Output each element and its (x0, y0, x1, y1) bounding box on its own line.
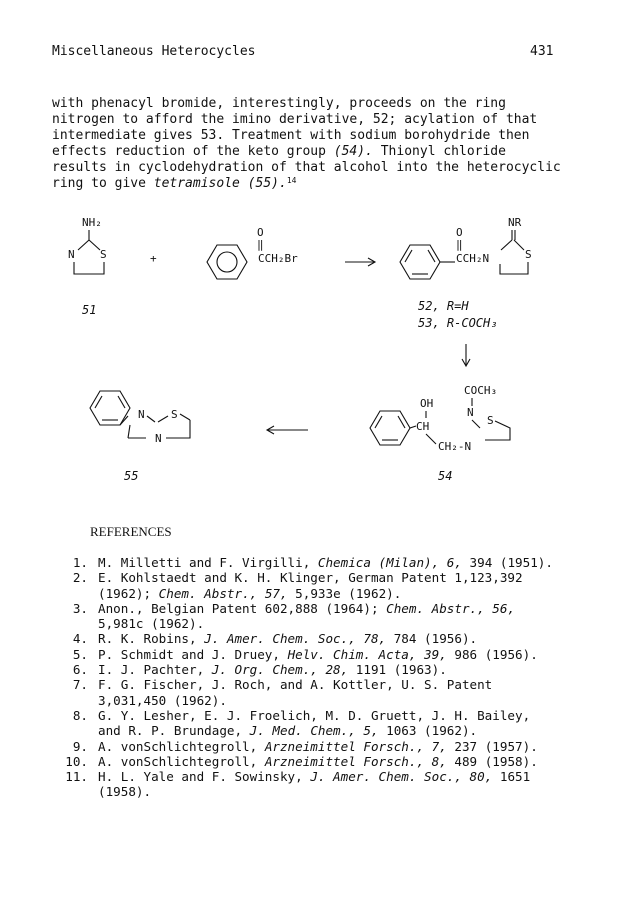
text-run: Anon., Belgian Patent 602,888 (1964); (98, 600, 387, 616)
reference-text (98, 708, 530, 723)
s-label: S (525, 248, 532, 261)
bond (89, 240, 100, 250)
reference-text (98, 570, 523, 585)
text-run: I. J. Pachter, (98, 662, 212, 678)
journal-citation: Arzneimittel Forsch., 8, (264, 753, 447, 769)
text-run: H. L. Yale and F. Sowinsky, (98, 769, 311, 785)
text-run: 986 (1956). (446, 646, 538, 662)
nr-label: NR (508, 216, 522, 229)
journal-citation: J. Amer. Chem. Soc., 80, (310, 769, 493, 785)
bond (147, 416, 155, 422)
reference-continuation (48, 693, 553, 708)
reference-item (48, 769, 553, 784)
n-label: N (467, 406, 474, 419)
reference-number: 11. (65, 769, 88, 785)
reference-item (48, 677, 553, 692)
italic-run: (54). (333, 144, 373, 159)
reference-item (48, 631, 553, 646)
bond (472, 420, 480, 428)
paragraph-line: results in cyclodehydration of that alcohol into the heterocyclic (52, 160, 561, 175)
reference-number: 1. (72, 555, 88, 570)
text-run: (1962); (98, 585, 159, 601)
reference-number: 9. (72, 738, 88, 754)
phenacyl-bromide (207, 226, 298, 279)
n-label: N (138, 408, 145, 421)
compound-51 (68, 216, 107, 317)
compound-label-53: 53, R-COCH₃ (418, 316, 498, 330)
journal-citation: J. Org. Chem., 28, (211, 662, 349, 678)
reference-item (48, 739, 553, 754)
s-label: S (487, 414, 494, 427)
n-label: N (155, 432, 162, 445)
reference-number (48, 616, 98, 631)
reference-text (98, 739, 538, 754)
running-header: Miscellaneous Heterocycles (52, 44, 256, 59)
reference-number (48, 586, 98, 601)
benzene-ring (207, 245, 247, 279)
text-run: 394 (1951). (461, 555, 553, 570)
text-run: Thionyl chloride (372, 144, 506, 159)
text-run: (1958). (98, 784, 152, 800)
reference-number: 2. (72, 570, 88, 586)
reference-number: 8. (72, 707, 88, 723)
reference-item (48, 662, 553, 677)
citation-superscript: 14 (286, 176, 297, 185)
o-label: O (257, 226, 264, 239)
reference-text (98, 616, 204, 631)
bond (78, 240, 89, 250)
reference-item (48, 570, 553, 585)
reference-text (98, 662, 447, 677)
plus-sign: + (150, 252, 157, 265)
aromatic-circle (217, 252, 237, 272)
reference-number: 4. (72, 631, 88, 647)
text-run: M. Milletti and F. Virgilli, (98, 555, 318, 570)
bond (128, 425, 130, 438)
product-52 (400, 216, 532, 330)
reference-item (48, 601, 553, 616)
text-run: 1063 (1962). (378, 723, 478, 739)
reference-number: 6. (72, 662, 88, 678)
ch2n-label: CH₂-N (438, 440, 472, 453)
journal-citation: Chem. Abstr., 56, (386, 600, 516, 616)
group-label: CCH₂Br (258, 252, 298, 265)
reference-text (98, 754, 538, 769)
reference-number: 10. (65, 753, 88, 769)
compound-label-51: 51 (82, 303, 97, 317)
s-label: S (100, 248, 107, 261)
reference-number: 3. (72, 600, 88, 616)
compound-55 (90, 391, 190, 483)
nh2-label: NH₂ (82, 216, 102, 229)
reference-text (98, 784, 151, 799)
text-run: P. Schmidt and J. Druey, (98, 646, 288, 662)
group-label: CCH₂N (456, 252, 490, 265)
reference-text (98, 586, 401, 601)
paragraph-line: with phenacyl bromide, interestingly, proceeds on the ring (52, 96, 506, 111)
text-run: 3,031,450 (1962). (98, 692, 227, 708)
reference-text (98, 631, 477, 646)
reference-continuation (48, 616, 553, 631)
text-run: A. vonSchlichtegroll, (98, 753, 265, 769)
compound-54 (370, 384, 510, 483)
text-run: G. Y. Lesher, E. J. Froelich, M. D. Gruett, J. H. Bailey, (98, 707, 531, 723)
paragraph-line: intermediate gives 53. Treatment with sodium borohydride then (52, 128, 530, 143)
compound-label-55: 55 (124, 469, 139, 483)
text-run: 5,933e (1962). (287, 585, 402, 601)
reference-continuation (48, 586, 553, 601)
text-run: A. vonSchlichtegroll, (98, 738, 265, 754)
text-run: 489 (1958). (446, 753, 538, 769)
compound-label-52: 52, R=H (418, 299, 469, 313)
reference-text (98, 555, 553, 570)
journal-citation: Chem. Abstr., 57, (158, 585, 288, 601)
page-number: 431 (530, 44, 554, 59)
oh-label: OH (420, 397, 434, 410)
italic-run: tetramisole (55). (153, 176, 287, 191)
reference-text (98, 769, 530, 784)
paragraph-line: nitrogen to afford the imino derivative, 52; acylation of that (52, 112, 538, 127)
journal-citation: Arzneimittel Forsch., 7, (264, 738, 447, 754)
s-label: S (171, 408, 178, 421)
bond (501, 240, 512, 250)
reference-continuation (48, 784, 553, 799)
journal-citation: Chemica (Milan), 6, (317, 555, 462, 570)
references-list (48, 555, 553, 800)
text-run: effects reduction of the keto group (52, 144, 334, 159)
double-bond: ‖ (456, 238, 463, 251)
reference-number (48, 784, 98, 799)
text-run: R. K. Robins, (98, 631, 205, 647)
reference-text (98, 723, 477, 738)
reference-item (48, 708, 553, 723)
reference-item (48, 555, 553, 570)
double-bond: ‖ (257, 238, 264, 251)
ring-bond (500, 262, 528, 274)
ring-bond (166, 420, 190, 438)
text-run: 1191 (1963). (348, 662, 447, 678)
coch3-label: COCH₃ (464, 384, 498, 397)
compound-label-54: 54 (438, 469, 453, 483)
text-run: ring to give (52, 176, 154, 191)
o-label: O (456, 226, 463, 239)
ring-bond (74, 262, 104, 274)
n-label: N (68, 248, 75, 261)
text-run: E. Kohlstaedt and K. H. Klinger, German Patent 1,123,392 (98, 570, 523, 586)
reference-item (48, 647, 553, 662)
reference-text (98, 647, 538, 662)
reference-text (98, 677, 492, 692)
text-run: 784 (1956). (386, 631, 478, 647)
bond (180, 414, 190, 420)
bond (426, 434, 436, 444)
bond (514, 240, 524, 250)
reference-number (48, 723, 98, 738)
references-heading: REFERENCES (90, 524, 172, 539)
bond (158, 416, 168, 422)
journal-citation: J. Amer. Chem. Soc., 78, (204, 631, 387, 647)
text-run: 237 (1957). (446, 738, 538, 754)
reference-text (98, 601, 515, 616)
reference-text (98, 693, 227, 708)
text-run: and R. P. Brundage, (98, 723, 250, 739)
journal-citation: J. Med. Chem., 5, (249, 723, 379, 739)
reference-item (48, 754, 553, 769)
journal-citation: Helv. Chim. Acta, 39, (287, 646, 447, 662)
reference-number (48, 693, 98, 708)
ch-label: CH (416, 420, 430, 433)
reference-number: 7. (72, 677, 88, 693)
text-run: 1651 (492, 769, 531, 785)
text-run: 5,981c (1962). (98, 616, 205, 632)
reference-number: 5. (72, 646, 88, 662)
text-run: F. G. Fischer, J. Roch, and A. Kottler, U. S. Patent (98, 677, 493, 693)
reference-continuation (48, 723, 553, 738)
